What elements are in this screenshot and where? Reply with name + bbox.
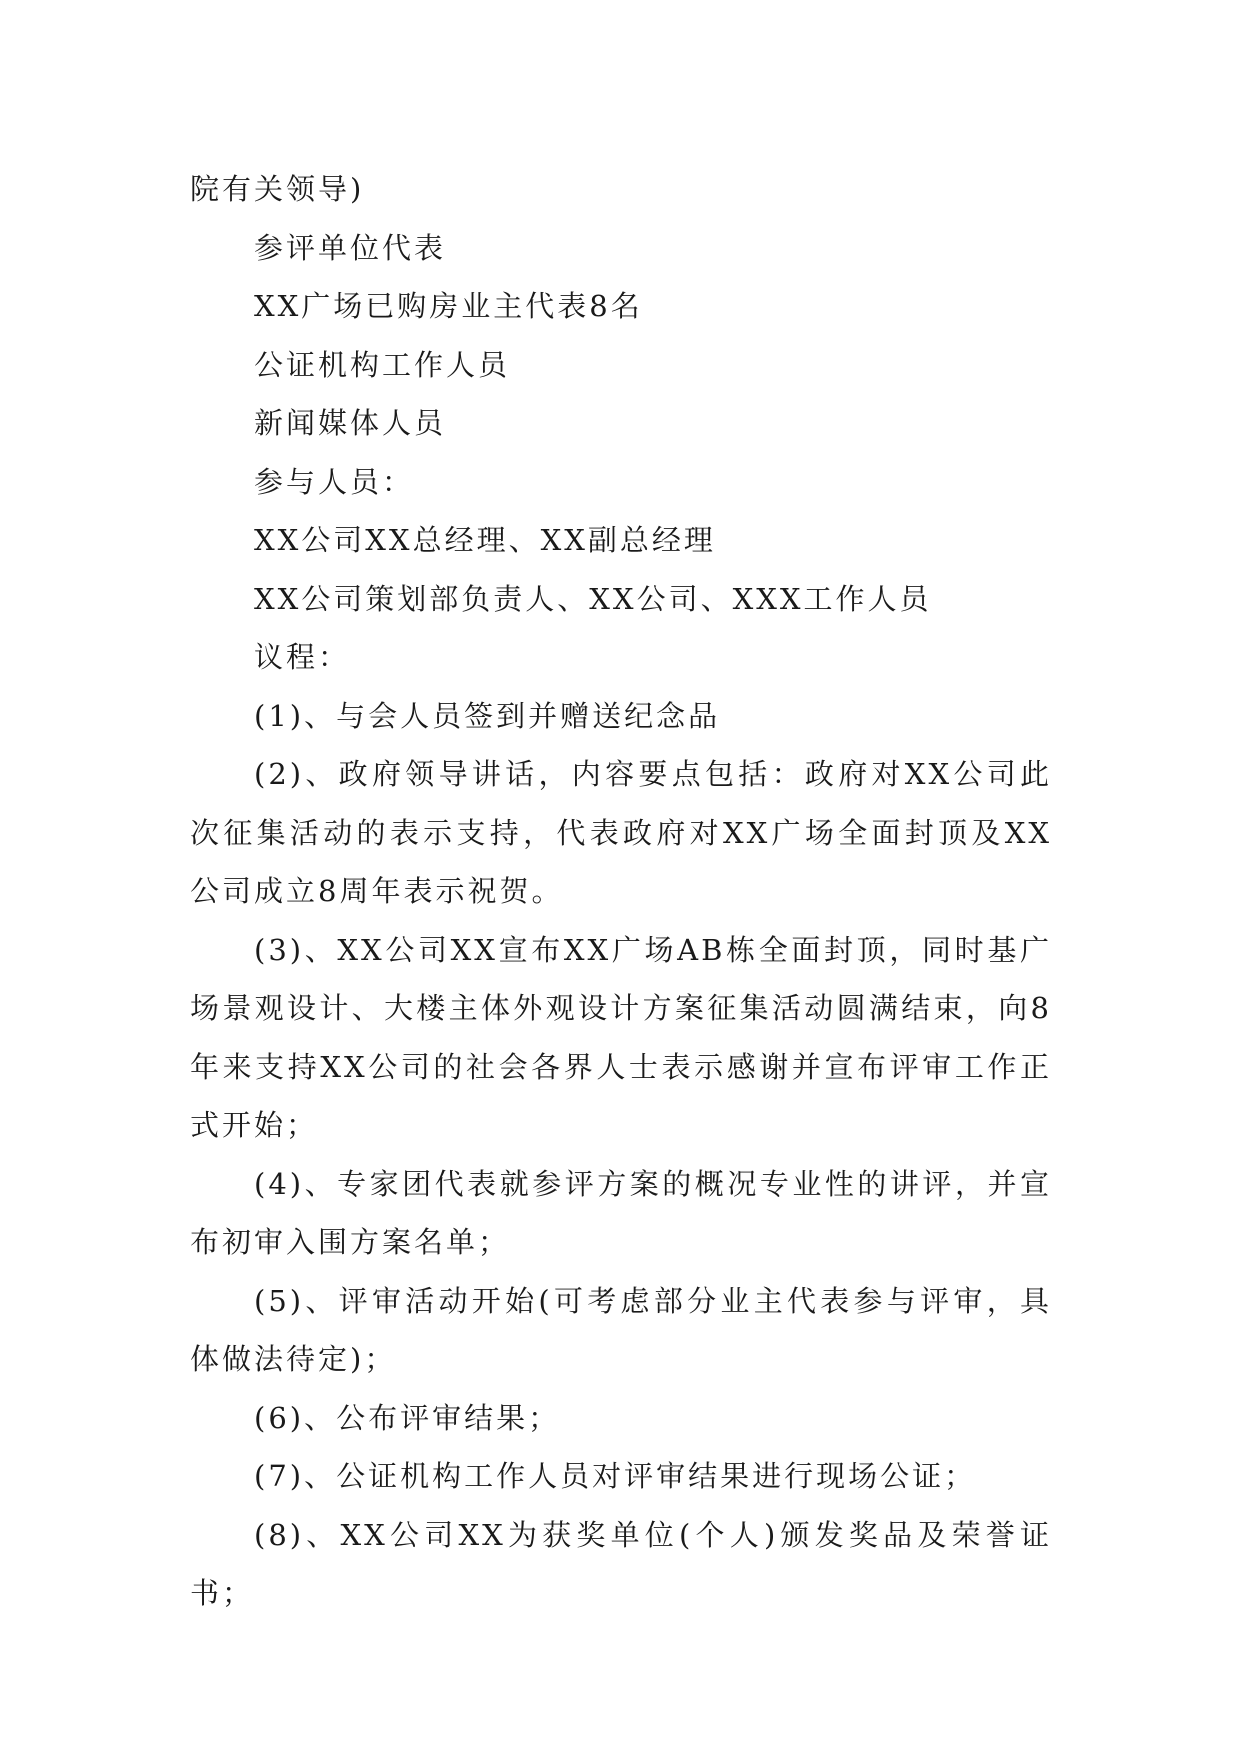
paragraph-owner-representatives: XX广场已购房业主代表8名 [254, 289, 643, 323]
agenda-item-8: (8)、XX公司XX为获奖单位(个人)颁发奖品及荣誉证书； [190, 1517, 1052, 1610]
paragraph-notary-staff: 公证机构工作人员 [254, 347, 511, 382]
paragraph-agenda-heading: 议程： [254, 640, 351, 674]
agenda-item-7: (7)、公证机构工作人员对评审结果进行现场公证； [254, 1459, 977, 1493]
paragraph-participant-units: 参评单位代表 [254, 230, 447, 265]
agenda-item-6: (6)、公布评审结果； [254, 1400, 561, 1435]
agenda-item-4: (4)、专家团代表就参评方案的概况专业性的讲评，并宣布初审入围方案名单； [190, 1166, 1052, 1259]
paragraph-media: 新闻媒体人员 [254, 406, 447, 440]
paragraph-participants-heading: 参与人员： [254, 464, 415, 499]
paragraph-continuation: 院有关领导) [190, 172, 365, 206]
agenda-item-3: (3)、XX公司XX宣布XX广场AB栋全面封顶，同时基广场景观设计、大楼主体外观设计方案征集活动圆满结束，向8年来支持XX公司的社会各界人士表示感谢并宣布评审工作正式开始； [190, 932, 1052, 1142]
document-body [190, 160, 1052, 1623]
agenda-item-5: (5)、评审活动开始(可考虑部分业主代表参与评审，具体做法待定)； [190, 1283, 1052, 1376]
agenda-item-1: (1)、与会人员签到并赠送纪念品 [254, 698, 721, 733]
agenda-item-2: (2)、政府领导讲话，内容要点包括：政府对XX公司此次征集活动的表示支持，代表政府对XX广场全面封顶及XX公司成立8周年表示祝贺。 [190, 757, 1052, 908]
paragraph-managers: XX公司XX总经理、XX副总经理 [254, 523, 716, 557]
paragraph-planning-staff: XX公司策划部负责人、XX公司、XXX工作人员 [254, 581, 932, 616]
